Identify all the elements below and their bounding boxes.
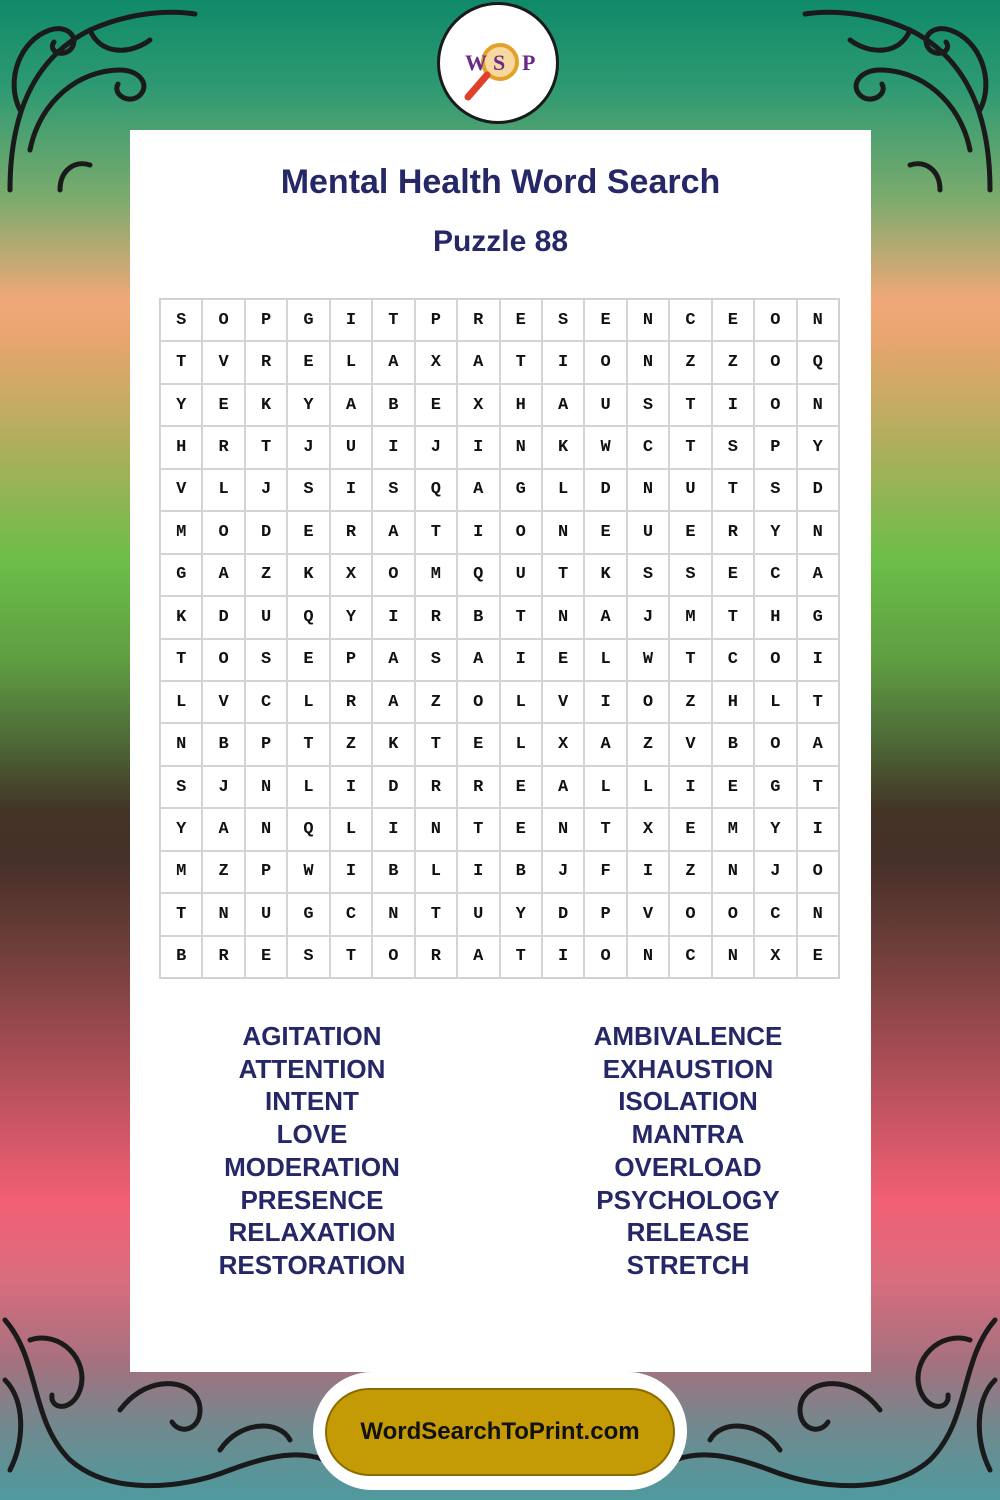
grid-cell[interactable]: A	[457, 936, 499, 978]
grid-cell[interactable]: S	[287, 469, 329, 511]
grid-cell[interactable]: K	[287, 554, 329, 596]
grid-cell[interactable]: S	[669, 554, 711, 596]
grid-cell[interactable]: L	[287, 766, 329, 808]
grid-cell[interactable]: H	[754, 596, 796, 638]
grid-cell[interactable]: D	[372, 766, 414, 808]
grid-cell[interactable]: Q	[287, 596, 329, 638]
grid-cell[interactable]: T	[797, 681, 839, 723]
grid-cell[interactable]: A	[372, 341, 414, 383]
grid-cell[interactable]: N	[797, 384, 839, 426]
grid-cell[interactable]: U	[584, 384, 626, 426]
grid-cell[interactable]: E	[712, 554, 754, 596]
grid-cell[interactable]: A	[372, 511, 414, 553]
grid-cell[interactable]: I	[457, 851, 499, 893]
grid-cell[interactable]: D	[202, 596, 244, 638]
grid-cell[interactable]: E	[457, 723, 499, 765]
grid-cell[interactable]: R	[415, 596, 457, 638]
grid-cell[interactable]: I	[584, 681, 626, 723]
grid-cell[interactable]: Z	[669, 681, 711, 723]
grid-cell[interactable]: P	[245, 851, 287, 893]
grid-cell[interactable]: I	[712, 384, 754, 426]
grid-cell[interactable]: N	[712, 936, 754, 978]
word-list-item: RELAXATION	[228, 1217, 396, 1248]
grid-cell[interactable]: M	[669, 596, 711, 638]
grid-cell[interactable]: A	[372, 639, 414, 681]
grid-cell[interactable]: T	[415, 893, 457, 935]
grid-cell[interactable]: K	[542, 426, 584, 468]
grid-cell[interactable]: A	[584, 723, 626, 765]
word-list-item: STRETCH	[626, 1249, 750, 1280]
grid-cell[interactable]: S	[245, 639, 287, 681]
grid-cell[interactable]: H	[500, 384, 542, 426]
grid-cell[interactable]: H	[160, 426, 202, 468]
grid-cell[interactable]: G	[797, 596, 839, 638]
grid-cell[interactable]: I	[542, 936, 584, 978]
grid-cell[interactable]: S	[712, 426, 754, 468]
grid-cell[interactable]: E	[584, 511, 626, 553]
grid-cell[interactable]: Y	[797, 426, 839, 468]
grid-cell[interactable]: A	[457, 639, 499, 681]
grid-cell[interactable]: U	[669, 469, 711, 511]
grid-cell[interactable]: O	[372, 554, 414, 596]
grid-cell[interactable]: O	[797, 851, 839, 893]
grid-cell[interactable]: V	[202, 341, 244, 383]
grid-cell[interactable]: I	[500, 639, 542, 681]
grid-cell[interactable]: K	[245, 384, 287, 426]
grid-cell[interactable]: M	[712, 808, 754, 850]
grid-cell[interactable]: X	[627, 808, 669, 850]
grid-cell[interactable]: B	[712, 723, 754, 765]
grid-cell[interactable]: I	[330, 299, 372, 341]
grid-cell[interactable]: O	[754, 723, 796, 765]
grid-cell[interactable]: O	[754, 341, 796, 383]
grid-cell[interactable]: A	[330, 384, 372, 426]
grid-cell[interactable]: O	[584, 936, 626, 978]
word-list-item: AGITATION	[242, 1021, 382, 1051]
grid-cell[interactable]: K	[372, 723, 414, 765]
grid-cell[interactable]: V	[542, 681, 584, 723]
grid-cell[interactable]: V	[627, 893, 669, 935]
word-list-left	[147, 1020, 477, 1282]
grid-cell[interactable]: U	[245, 893, 287, 935]
grid-cell[interactable]: N	[160, 723, 202, 765]
grid-cell[interactable]: E	[287, 341, 329, 383]
grid-cell[interactable]: N	[797, 893, 839, 935]
grid-cell[interactable]: N	[245, 808, 287, 850]
letter-grid	[159, 298, 840, 979]
grid-cell[interactable]: B	[372, 384, 414, 426]
grid-cell[interactable]: D	[542, 893, 584, 935]
grid-cell[interactable]: J	[754, 851, 796, 893]
word-list-item: OVERLOAD	[614, 1151, 762, 1182]
grid-cell[interactable]: Z	[712, 341, 754, 383]
grid-cell[interactable]: N	[627, 299, 669, 341]
grid-cell[interactable]: S	[627, 554, 669, 596]
grid-cell[interactable]: T	[415, 723, 457, 765]
grid-cell[interactable]: S	[160, 766, 202, 808]
word-list-item: RELEASE	[626, 1217, 750, 1248]
grid-cell[interactable]: O	[754, 299, 796, 341]
grid-cell[interactable]: A	[202, 554, 244, 596]
grid-cell[interactable]: A	[542, 766, 584, 808]
grid-cell[interactable]: T	[330, 936, 372, 978]
grid-cell[interactable]: M	[415, 554, 457, 596]
grid-cell[interactable]: I	[542, 341, 584, 383]
grid-cell[interactable]: U	[457, 893, 499, 935]
grid-cell[interactable]: E	[712, 299, 754, 341]
grid-cell[interactable]: P	[754, 426, 796, 468]
grid-cell[interactable]: L	[542, 469, 584, 511]
grid-cell[interactable]: O	[202, 639, 244, 681]
grid-cell[interactable]: E	[415, 384, 457, 426]
grid-cell[interactable]: E	[584, 299, 626, 341]
grid-cell[interactable]: S	[415, 639, 457, 681]
wsp-logo	[437, 2, 559, 124]
grid-cell[interactable]: N	[712, 851, 754, 893]
grid-cell[interactable]: Z	[669, 341, 711, 383]
grid-cell[interactable]: T	[160, 639, 202, 681]
grid-cell[interactable]: N	[415, 808, 457, 850]
grid-cell[interactable]: O	[627, 681, 669, 723]
grid-cell[interactable]: W	[287, 851, 329, 893]
word-list-item: INTENT	[265, 1086, 359, 1117]
grid-cell[interactable]: I	[372, 426, 414, 468]
grid-cell[interactable]: U	[245, 596, 287, 638]
grid-cell[interactable]: S	[542, 299, 584, 341]
grid-cell[interactable]: L	[330, 808, 372, 850]
word-list-item: PRESENCE	[240, 1184, 384, 1215]
grid-cell[interactable]: T	[372, 299, 414, 341]
grid-cell[interactable]: V	[202, 681, 244, 723]
grid-cell[interactable]: J	[202, 766, 244, 808]
grid-cell[interactable]: L	[500, 681, 542, 723]
grid-cell[interactable]: C	[669, 299, 711, 341]
grid-cell[interactable]: E	[797, 936, 839, 978]
grid-cell[interactable]: D	[584, 469, 626, 511]
word-list-item: RESTORATION	[218, 1249, 406, 1280]
grid-cell[interactable]: E	[287, 511, 329, 553]
grid-cell[interactable]: V	[160, 469, 202, 511]
grid-cell[interactable]: E	[202, 384, 244, 426]
grid-cell[interactable]: T	[457, 808, 499, 850]
grid-cell[interactable]: R	[330, 681, 372, 723]
grid-cell[interactable]: I	[797, 639, 839, 681]
grid-cell[interactable]: N	[372, 893, 414, 935]
grid-cell[interactable]: O	[372, 936, 414, 978]
grid-cell[interactable]: I	[457, 426, 499, 468]
grid-cell[interactable]: B	[202, 723, 244, 765]
puzzle-subtitle: Puzzle 88	[432, 225, 569, 258]
grid-cell[interactable]: T	[500, 936, 542, 978]
grid-cell[interactable]: P	[245, 723, 287, 765]
grid-cell[interactable]: X	[330, 554, 372, 596]
grid-cell[interactable]: T	[542, 554, 584, 596]
grid-cell[interactable]: D	[797, 469, 839, 511]
grid-cell[interactable]: Y	[754, 511, 796, 553]
grid-cell[interactable]: A	[584, 596, 626, 638]
grid-cell[interactable]: T	[287, 723, 329, 765]
grid-cell[interactable]: T	[712, 596, 754, 638]
grid-cell[interactable]: F	[584, 851, 626, 893]
logo-letter-p: P	[522, 50, 536, 75]
grid-cell[interactable]: T	[669, 426, 711, 468]
grid-cell[interactable]: S	[372, 469, 414, 511]
word-list-right	[523, 1020, 853, 1282]
grid-cell[interactable]: E	[669, 511, 711, 553]
grid-cell[interactable]: R	[202, 426, 244, 468]
grid-cell[interactable]: R	[712, 511, 754, 553]
grid-cell[interactable]: N	[542, 511, 584, 553]
grid-cell[interactable]: J	[415, 426, 457, 468]
grid-cell[interactable]: C	[669, 936, 711, 978]
grid-cell[interactable]: L	[160, 681, 202, 723]
grid-cell[interactable]: E	[542, 639, 584, 681]
grid-cell[interactable]: E	[287, 639, 329, 681]
grid-cell[interactable]: A	[542, 384, 584, 426]
grid-cell[interactable]: R	[415, 766, 457, 808]
footer-link[interactable]: WordSearchToPrint.com	[325, 1388, 675, 1476]
grid-cell[interactable]: N	[627, 341, 669, 383]
grid-cell[interactable]: D	[245, 511, 287, 553]
grid-cell[interactable]: L	[584, 766, 626, 808]
grid-cell[interactable]: N	[797, 511, 839, 553]
grid-cell[interactable]: E	[500, 299, 542, 341]
grid-cell[interactable]: I	[797, 808, 839, 850]
grid-cell[interactable]: Z	[627, 723, 669, 765]
word-list-item: LOVE	[276, 1119, 348, 1150]
grid-cell[interactable]: Y	[160, 384, 202, 426]
grid-cell[interactable]: R	[202, 936, 244, 978]
grid-cell[interactable]: S	[160, 299, 202, 341]
grid-cell[interactable]: L	[202, 469, 244, 511]
grid-cell[interactable]: L	[287, 681, 329, 723]
word-list-item: AMBIVALENCE	[593, 1021, 783, 1051]
grid-cell[interactable]: K	[160, 596, 202, 638]
grid-cell[interactable]: L	[500, 723, 542, 765]
grid-cell[interactable]: B	[500, 851, 542, 893]
grid-cell[interactable]: E	[500, 808, 542, 850]
grid-cell[interactable]: U	[500, 554, 542, 596]
puzzle-title: Mental Health Word Search	[280, 163, 721, 201]
grid-cell[interactable]: O	[754, 639, 796, 681]
word-list-item: MANTRA	[631, 1119, 745, 1150]
grid-cell[interactable]: L	[584, 639, 626, 681]
grid-cell[interactable]: C	[330, 893, 372, 935]
grid-cell[interactable]: Y	[160, 808, 202, 850]
grid-cell[interactable]: C	[245, 681, 287, 723]
grid-cell[interactable]: S	[627, 384, 669, 426]
grid-cell[interactable]: E	[712, 766, 754, 808]
grid-cell[interactable]: A	[457, 341, 499, 383]
grid-cell[interactable]: X	[542, 723, 584, 765]
word-list-item: ISOLATION	[618, 1086, 758, 1117]
grid-cell[interactable]: I	[330, 851, 372, 893]
grid-cell[interactable]: Q	[797, 341, 839, 383]
grid-cell[interactable]: O	[669, 893, 711, 935]
grid-cell[interactable]: Y	[330, 596, 372, 638]
word-list-item: ATTENTION	[238, 1053, 386, 1084]
grid-cell[interactable]: H	[712, 681, 754, 723]
grid-cell[interactable]: P	[584, 893, 626, 935]
grid-cell[interactable]: N	[245, 766, 287, 808]
word-list-item: MODERATION	[224, 1151, 400, 1182]
grid-cell[interactable]: Z	[202, 851, 244, 893]
grid-cell[interactable]: J	[542, 851, 584, 893]
grid-cell[interactable]: N	[627, 936, 669, 978]
grid-cell[interactable]: M	[160, 851, 202, 893]
grid-cell[interactable]: B	[160, 936, 202, 978]
grid-cell[interactable]: T	[797, 766, 839, 808]
grid-cell[interactable]: P	[415, 299, 457, 341]
logo-letter-w: W	[465, 50, 487, 75]
grid-cell[interactable]: C	[754, 554, 796, 596]
grid-cell[interactable]: U	[627, 511, 669, 553]
grid-cell[interactable]: O	[712, 893, 754, 935]
grid-cell[interactable]: X	[415, 341, 457, 383]
grid-cell[interactable]: U	[330, 426, 372, 468]
grid-cell[interactable]: R	[330, 511, 372, 553]
grid-cell[interactable]: P	[245, 299, 287, 341]
grid-cell[interactable]: Q	[287, 808, 329, 850]
grid-cell[interactable]: R	[245, 341, 287, 383]
grid-cell[interactable]: Y	[754, 808, 796, 850]
grid-cell[interactable]: N	[202, 893, 244, 935]
grid-cell[interactable]: Y	[287, 384, 329, 426]
grid-cell[interactable]: W	[627, 639, 669, 681]
grid-cell[interactable]: I	[372, 596, 414, 638]
grid-cell[interactable]: R	[457, 299, 499, 341]
grid-cell[interactable]: O	[202, 511, 244, 553]
grid-cell[interactable]: I	[330, 469, 372, 511]
grid-cell[interactable]: S	[754, 469, 796, 511]
grid-cell[interactable]: V	[669, 723, 711, 765]
grid-cell[interactable]: Z	[669, 851, 711, 893]
grid-cell[interactable]: I	[627, 851, 669, 893]
grid-cell[interactable]: I	[457, 511, 499, 553]
grid-cell[interactable]: B	[457, 596, 499, 638]
grid-cell[interactable]: E	[500, 766, 542, 808]
grid-cell[interactable]: A	[797, 723, 839, 765]
grid-cell[interactable]: A	[202, 808, 244, 850]
grid-cell[interactable]: M	[160, 511, 202, 553]
grid-cell[interactable]: T	[500, 341, 542, 383]
grid-cell[interactable]: P	[330, 639, 372, 681]
grid-cell[interactable]: O	[202, 299, 244, 341]
grid-cell[interactable]: T	[500, 596, 542, 638]
magnifier-logo-icon	[440, 5, 556, 121]
grid-cell[interactable]: T	[669, 384, 711, 426]
grid-cell[interactable]: T	[245, 426, 287, 468]
grid-cell[interactable]: O	[754, 384, 796, 426]
grid-cell[interactable]: O	[500, 511, 542, 553]
grid-cell[interactable]: N	[542, 596, 584, 638]
grid-cell[interactable]: A	[372, 681, 414, 723]
grid-cell[interactable]: Z	[415, 681, 457, 723]
grid-cell[interactable]: K	[584, 554, 626, 596]
grid-cell[interactable]: G	[500, 469, 542, 511]
grid-cell[interactable]: O	[584, 341, 626, 383]
grid-cell[interactable]: N	[500, 426, 542, 468]
grid-cell[interactable]: J	[245, 469, 287, 511]
grid-cell[interactable]: E	[669, 808, 711, 850]
grid-cell[interactable]: S	[287, 936, 329, 978]
grid-cell[interactable]: O	[457, 681, 499, 723]
grid-cell[interactable]: I	[372, 808, 414, 850]
grid-cell[interactable]: L	[330, 341, 372, 383]
grid-cell[interactable]: E	[245, 936, 287, 978]
grid-cell[interactable]: R	[457, 766, 499, 808]
grid-cell[interactable]: G	[160, 554, 202, 596]
grid-cell[interactable]: A	[457, 469, 499, 511]
word-list-item: EXHAUSTION	[602, 1053, 774, 1084]
grid-cell[interactable]: Z	[245, 554, 287, 596]
grid-cell[interactable]: L	[415, 851, 457, 893]
grid-cell[interactable]: L	[627, 766, 669, 808]
grid-cell[interactable]: L	[754, 681, 796, 723]
grid-cell[interactable]: G	[287, 893, 329, 935]
grid-cell[interactable]: I	[330, 766, 372, 808]
grid-cell[interactable]: G	[754, 766, 796, 808]
logo-letter-s: S	[493, 50, 506, 75]
grid-cell[interactable]: N	[627, 469, 669, 511]
grid-cell[interactable]: N	[797, 299, 839, 341]
grid-cell[interactable]: T	[584, 808, 626, 850]
grid-cell[interactable]: Q	[415, 469, 457, 511]
grid-cell[interactable]: I	[669, 766, 711, 808]
grid-cell[interactable]: R	[415, 936, 457, 978]
grid-cell[interactable]: T	[415, 511, 457, 553]
grid-cell[interactable]: X	[754, 936, 796, 978]
grid-cell[interactable]: T	[712, 469, 754, 511]
grid-cell[interactable]: J	[287, 426, 329, 468]
grid-cell[interactable]: Q	[457, 554, 499, 596]
grid-cell[interactable]: C	[627, 426, 669, 468]
grid-cell[interactable]: G	[287, 299, 329, 341]
grid-cell[interactable]: A	[797, 554, 839, 596]
grid-cell[interactable]: Y	[500, 893, 542, 935]
grid-cell[interactable]: T	[160, 341, 202, 383]
grid-cell[interactable]: J	[627, 596, 669, 638]
grid-cell[interactable]: Z	[330, 723, 372, 765]
grid-cell[interactable]: X	[457, 384, 499, 426]
grid-cell[interactable]: T	[669, 639, 711, 681]
grid-cell[interactable]: W	[584, 426, 626, 468]
grid-cell[interactable]: N	[542, 808, 584, 850]
word-list-item: PSYCHOLOGY	[596, 1184, 780, 1215]
grid-cell[interactable]: B	[372, 851, 414, 893]
grid-cell[interactable]: C	[754, 893, 796, 935]
grid-cell[interactable]: T	[160, 893, 202, 935]
grid-cell[interactable]: C	[712, 639, 754, 681]
